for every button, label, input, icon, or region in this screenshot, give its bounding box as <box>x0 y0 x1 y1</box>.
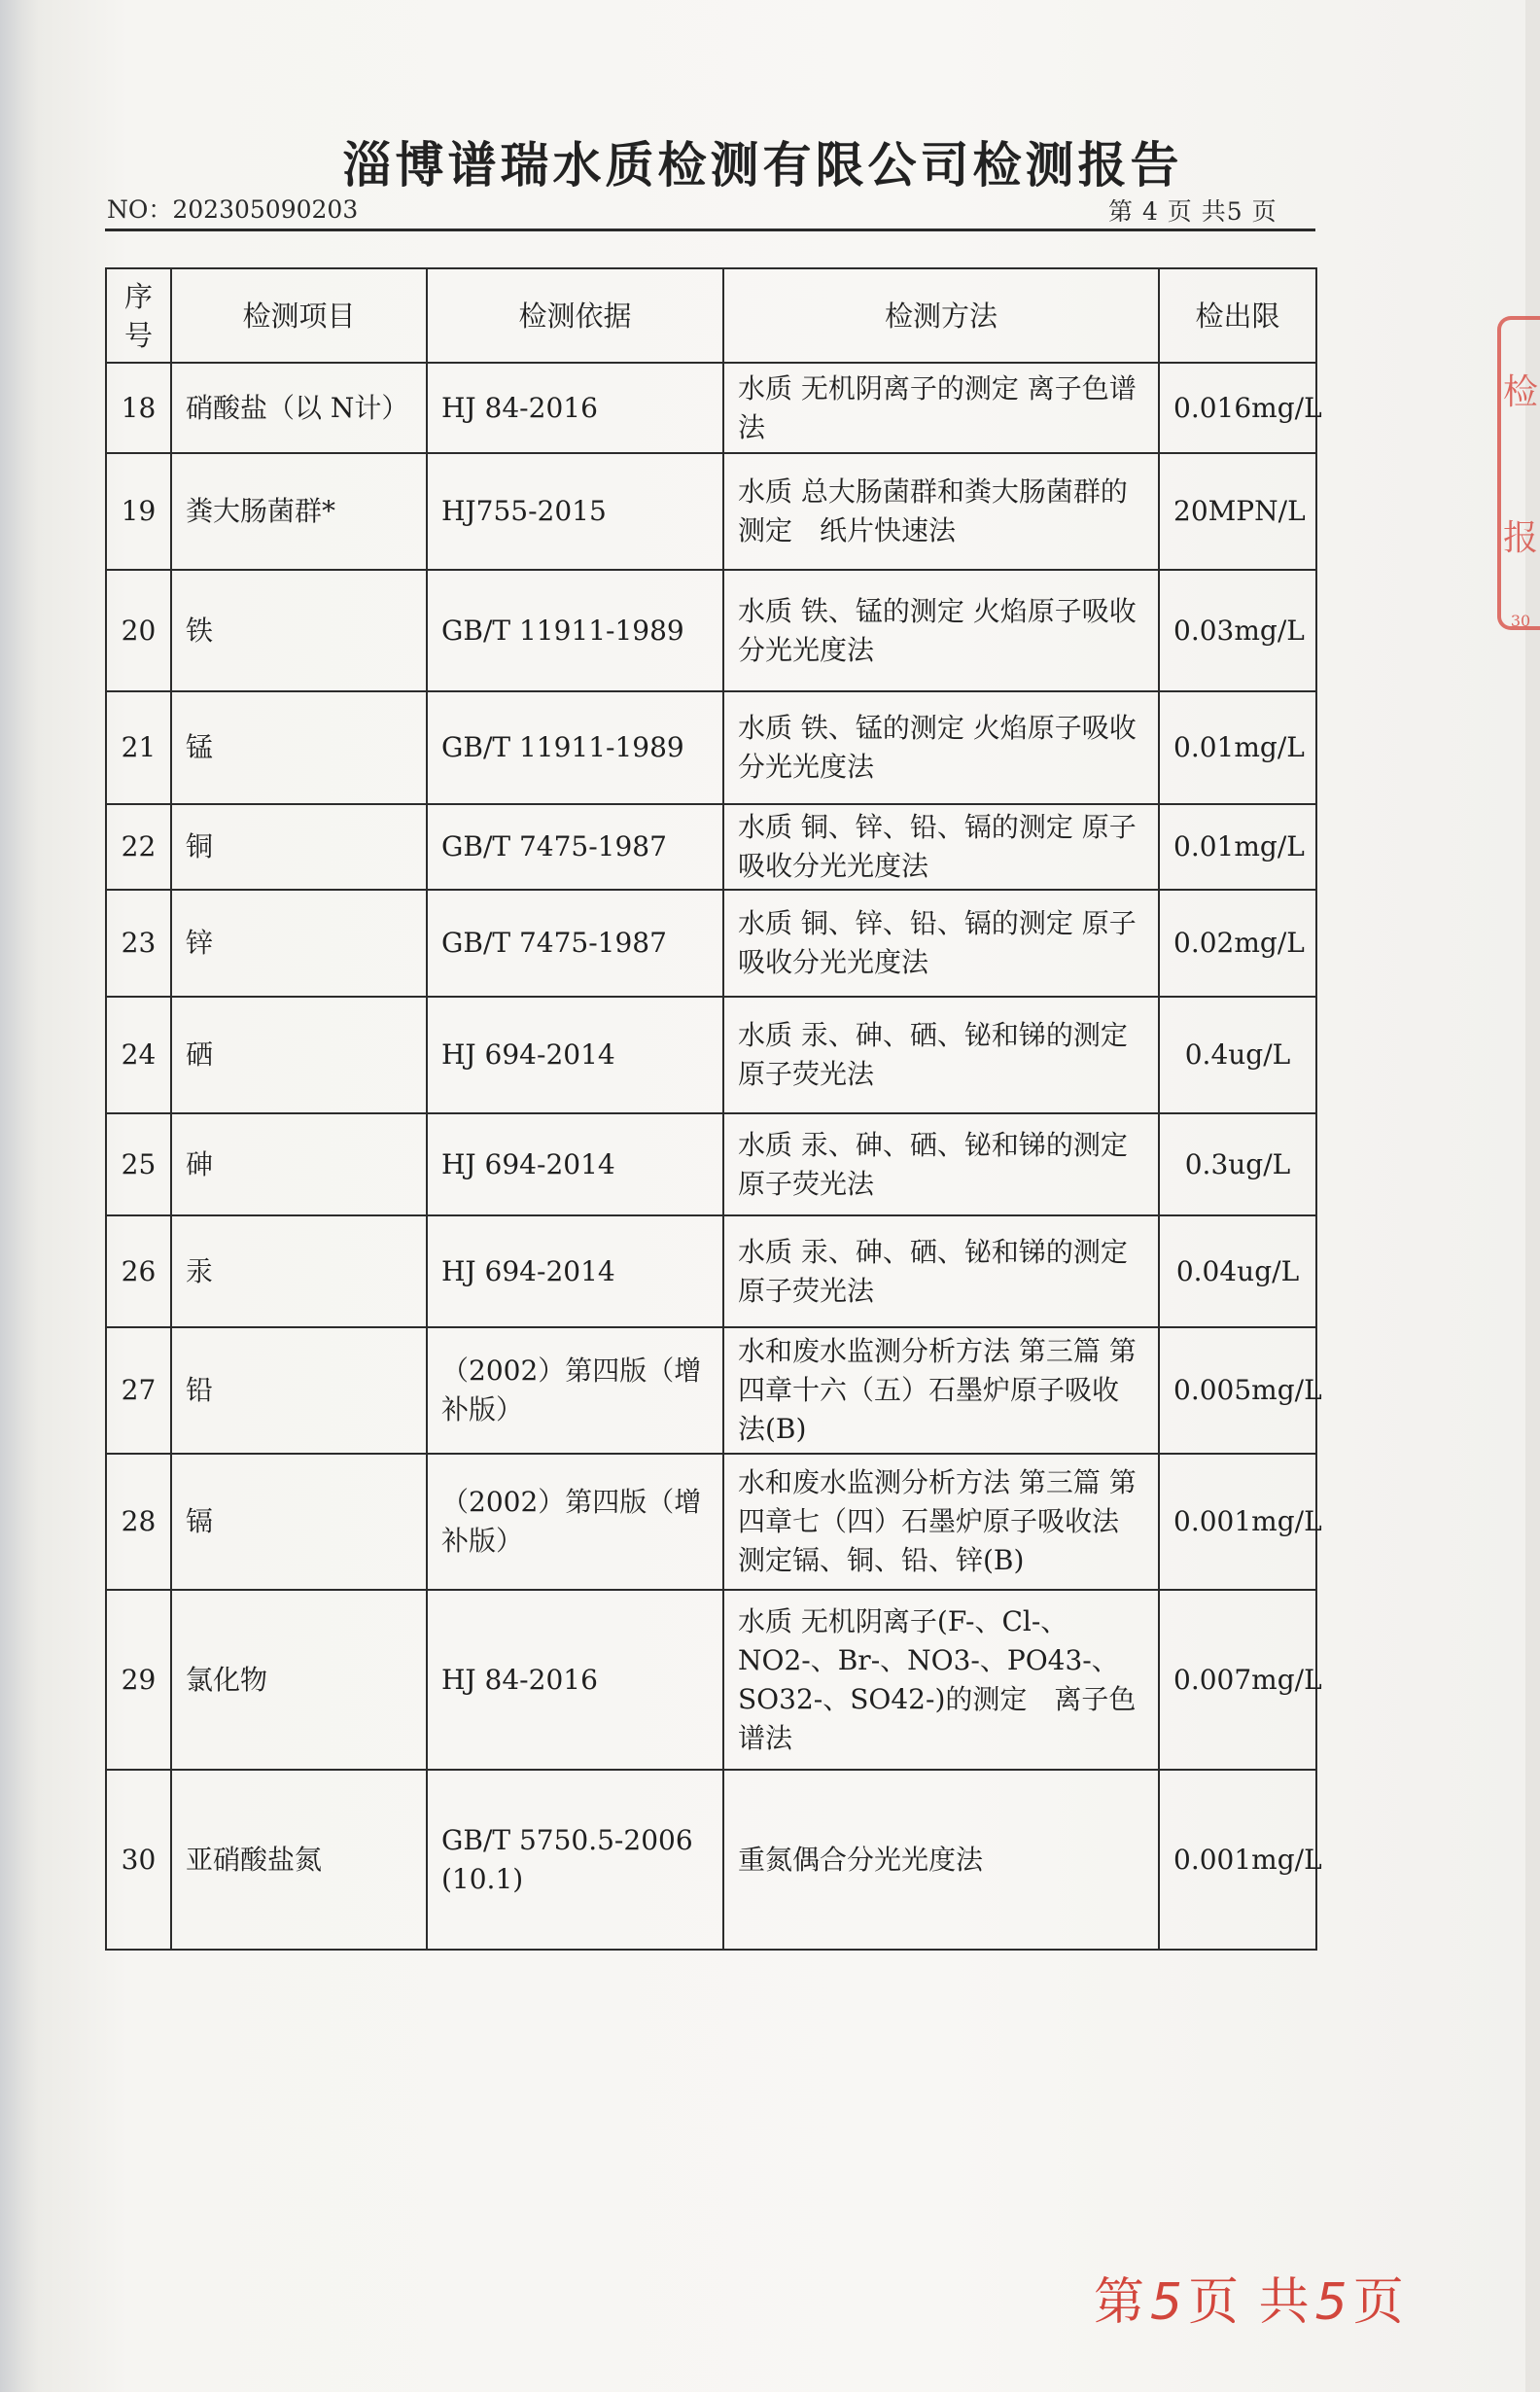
cell-limit: 0.01mg/L <box>1159 804 1316 890</box>
cell-basis: GB/T 11911-1989 <box>427 570 723 691</box>
cell-item: 硝酸盐（以 N计） <box>171 363 427 453</box>
cell-basis: （2002）第四版（增补版） <box>427 1327 723 1454</box>
cell-method: 水质 无机阴离子(F-、Cl-、NO2-、Br-、NO3-、PO43-、SO32-、SO42-)的测定 离子色谱法 <box>723 1590 1159 1770</box>
table-row <box>106 363 1316 453</box>
total-page-number: 5 <box>1314 2273 1349 2332</box>
cell-limit: 0.005mg/L <box>1159 1327 1316 1454</box>
header-limit: 检出限 <box>1159 268 1316 363</box>
cell-method: 水质 总大肠菌群和粪大肠菌群的测定 纸片快速法 <box>723 453 1159 570</box>
cell-basis: GB/T 5750.5-2006 (10.1) <box>427 1770 723 1950</box>
cell-item: 硒 <box>171 997 427 1113</box>
cell-item: 铜 <box>171 804 427 890</box>
page-fold-shadow <box>0 0 39 2392</box>
cell-no: 18 <box>106 363 171 453</box>
page-label-prefix: 第 <box>1094 2273 1147 2332</box>
cell-basis: GB/T 7475-1987 <box>427 804 723 890</box>
header-method: 检测方法 <box>723 268 1159 363</box>
cell-method: 水质 汞、砷、硒、铋和锑的测定 原子荧光法 <box>723 997 1159 1113</box>
cell-limit: 0.007mg/L <box>1159 1590 1316 1770</box>
cell-method: 水和废水监测分析方法 第三篇 第四章七（四）石墨炉原子吸收法测定镉、铜、铅、锌(B) <box>723 1454 1159 1590</box>
cell-method: 水质 铜、锌、铅、镉的测定 原子吸收分光光度法 <box>723 804 1159 890</box>
cell-item: 氯化物 <box>171 1590 427 1770</box>
page-label-suffix: 页 <box>1352 2273 1406 2332</box>
table-row <box>106 1590 1316 1770</box>
cell-basis: HJ 84-2016 <box>427 363 723 453</box>
cell-limit: 0.03mg/L <box>1159 570 1316 691</box>
cell-basis: HJ755-2015 <box>427 453 723 570</box>
header-no: 序号 <box>106 268 171 363</box>
table-row <box>106 804 1316 890</box>
page-info: 第 4 页 共5 页 <box>1108 197 1278 226</box>
cell-item: 铁 <box>171 570 427 691</box>
table-row <box>106 453 1316 570</box>
cell-method: 水质 铜、锌、铅、镉的测定 原子吸收分光光度法 <box>723 890 1159 997</box>
cell-limit: 0.001mg/L <box>1159 1454 1316 1590</box>
current-page-number: 5 <box>1150 2273 1185 2332</box>
cell-item: 亚硝酸盐氮 <box>171 1770 427 1950</box>
cell-basis: GB/T 11911-1989 <box>427 691 723 804</box>
stamp-char: 报 <box>1502 518 1538 558</box>
red-seal-stamp <box>1497 316 1540 630</box>
cell-no: 22 <box>106 804 171 890</box>
table-row <box>106 1327 1316 1454</box>
report-title: 淄博谱瑞水质检测有限公司检测报告 <box>342 136 1183 193</box>
cell-no: 26 <box>106 1215 171 1327</box>
cell-no: 27 <box>106 1327 171 1454</box>
table-row <box>106 1113 1316 1215</box>
cell-basis: HJ 694-2014 <box>427 1113 723 1215</box>
table-row <box>106 691 1316 804</box>
handwritten-page-count <box>1094 2261 1406 2334</box>
cell-item: 锌 <box>171 890 427 997</box>
cell-basis: HJ 84-2016 <box>427 1590 723 1770</box>
cell-basis: （2002）第四版（增补版） <box>427 1454 723 1590</box>
cell-no: 23 <box>106 890 171 997</box>
cell-no: 19 <box>106 453 171 570</box>
header-basis: 检测依据 <box>427 268 723 363</box>
cell-item: 锰 <box>171 691 427 804</box>
cell-limit: 0.001mg/L <box>1159 1770 1316 1950</box>
cell-no: 20 <box>106 570 171 691</box>
cell-method: 水和废水监测分析方法 第三篇 第四章十六（五）石墨炉原子吸收法(B) <box>723 1327 1159 1454</box>
cell-method: 重氮偶合分光光度法 <box>723 1770 1159 1950</box>
cell-limit: 0.4ug/L <box>1159 997 1316 1113</box>
cell-item: 砷 <box>171 1113 427 1215</box>
page-label-mid: 页 共 <box>1188 2273 1312 2332</box>
table-row <box>106 1770 1316 1950</box>
cell-basis: HJ 694-2014 <box>427 997 723 1113</box>
header-rule <box>105 229 1315 231</box>
cell-method: 水质 无机阴离子的测定 离子色谱法 <box>723 363 1159 453</box>
table-row <box>106 1454 1316 1590</box>
detection-table <box>105 267 1322 1951</box>
cell-no: 24 <box>106 997 171 1113</box>
cell-limit: 0.04ug/L <box>1159 1215 1316 1327</box>
cell-method: 水质 汞、砷、硒、铋和锑的测定 原子荧光法 <box>723 1113 1159 1215</box>
cell-limit: 0.01mg/L <box>1159 691 1316 804</box>
cell-item: 粪大肠菌群* <box>171 453 427 570</box>
cell-limit: 0.016mg/L <box>1159 363 1316 453</box>
stamp-char: 检 <box>1502 372 1538 412</box>
cell-no: 29 <box>106 1590 171 1770</box>
cell-item: 铅 <box>171 1327 427 1454</box>
table-row <box>106 1215 1316 1327</box>
cell-basis: GB/T 7475-1987 <box>427 890 723 997</box>
cell-no: 28 <box>106 1454 171 1590</box>
header-item: 检测项目 <box>171 268 427 363</box>
cell-method: 水质 铁、锰的测定 火焰原子吸收分光光度法 <box>723 691 1159 804</box>
cell-no: 21 <box>106 691 171 804</box>
table-header-row <box>106 268 1316 363</box>
report-number: NO：202305090203 <box>107 195 359 224</box>
cell-no: 30 <box>106 1770 171 1950</box>
cell-method: 水质 汞、砷、硒、铋和锑的测定 原子荧光法 <box>723 1215 1159 1327</box>
cell-method: 水质 铁、锰的测定 火焰原子吸收分光光度法 <box>723 570 1159 691</box>
cell-limit: 0.02mg/L <box>1159 890 1316 997</box>
cell-limit: 0.3ug/L <box>1159 1113 1316 1215</box>
cell-item: 镉 <box>171 1454 427 1590</box>
table-row <box>106 570 1316 691</box>
stamp-number: 30 <box>1510 612 1531 630</box>
cell-item: 汞 <box>171 1215 427 1327</box>
table-row <box>106 997 1316 1113</box>
cell-limit: 20MPN/L <box>1159 453 1316 570</box>
cell-basis: HJ 694-2014 <box>427 1215 723 1327</box>
table-row <box>106 890 1316 997</box>
cell-no: 25 <box>106 1113 171 1215</box>
